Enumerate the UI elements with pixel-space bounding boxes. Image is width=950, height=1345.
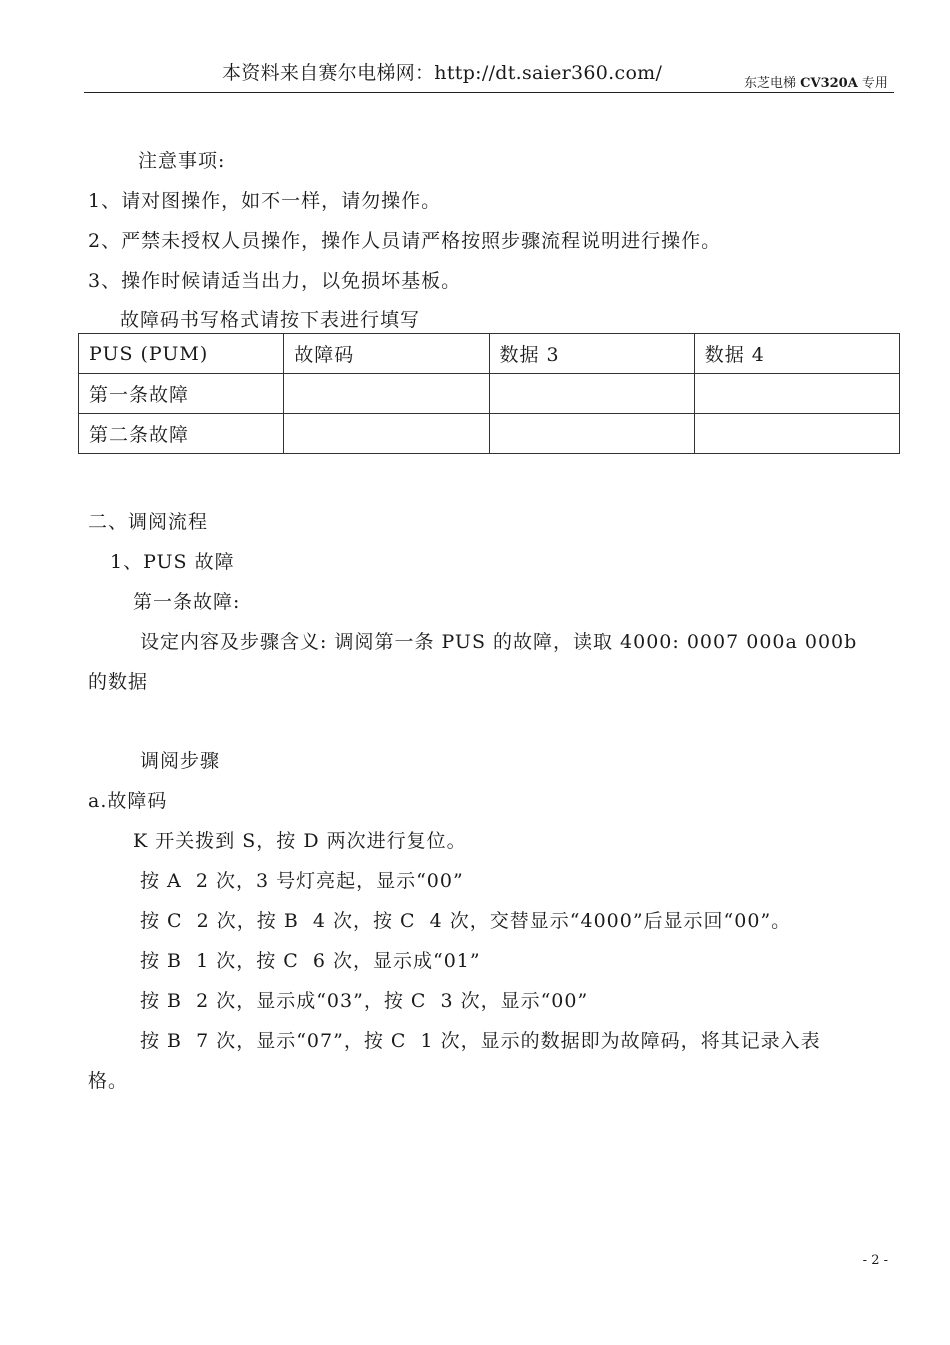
step-line: 按 C 2 次，按 B 4 次，按 C 4 次，交替显示“4000”后显示回“00”。 [140, 910, 792, 932]
table-header-cell: 故障码 [284, 334, 489, 374]
steps-title: 调阅步骤 [140, 750, 221, 772]
step-line: 按 B 2 次，显示成“03”，按 C 3 次，显示“00” [140, 990, 589, 1012]
table-row-label: 第一条故障 [79, 374, 284, 414]
header-source-text: 本资料来自赛尔电梯网：http://dt.saier360.com/ [222, 62, 663, 84]
table-caption: 故障码书写格式请按下表进行填写 [120, 309, 421, 331]
step-line: K 开关拨到 S，按 D 两次进行复位。 [133, 830, 467, 852]
table-header-cell: 数据 4 [694, 334, 899, 374]
table-cell [489, 414, 694, 454]
step-line: 按 B 7 次，显示“07”，按 C 1 次，显示的数据即为故障码，将其记录入表 [140, 1030, 821, 1052]
fault-heading: 第一条故障: [133, 591, 241, 613]
table-cell [694, 374, 899, 414]
step-line-cont: 格。 [88, 1070, 129, 1092]
table-row [79, 414, 900, 454]
table-header-cell: 数据 3 [489, 334, 694, 374]
header-tag-suffix: 专用 [857, 76, 888, 91]
header-tag-prefix: 东芝电梯 [744, 76, 801, 91]
section-title: 二、调阅流程 [88, 511, 209, 533]
header-model-tag [744, 72, 888, 91]
table-row-label: 第二条故障 [79, 414, 284, 454]
step-line: 按 B 1 次，按 C 6 次，显示成“01” [140, 950, 481, 972]
notes-item-1: 1、请对图操作，如不一样，请勿操作。 [88, 190, 442, 212]
table-cell [694, 414, 899, 454]
notes-item-2: 2、严禁未授权人员操作，操作人员请严格按照步骤流程说明进行操作。 [88, 230, 722, 252]
table-row [79, 374, 900, 414]
table-cell [489, 374, 694, 414]
setting-description-cont: 的数据 [88, 671, 149, 693]
table-header-row [79, 334, 900, 374]
notes-title: 注意事项: [138, 150, 226, 172]
header-rule [84, 92, 894, 93]
setting-description: 设定内容及步骤含义: 调阅第一条 PUS 的故障，读取 4000: 0007 000a 000b [140, 631, 858, 653]
subsection-pus: 1、PUS 故障 [110, 551, 235, 573]
fault-record-table [78, 333, 900, 454]
page-number: - 2 - [862, 1253, 888, 1268]
step-a-heading: a.故障码 [88, 790, 168, 812]
table-cell [284, 374, 489, 414]
step-line: 按 A 2 次，3 号灯亮起，显示“00” [140, 870, 464, 892]
notes-item-3: 3、操作时候请适当出力，以免损坏基板。 [88, 270, 462, 292]
table-header-cell: PUS (PUM) [79, 334, 284, 374]
header-tag-model: CV320A [800, 76, 858, 91]
table-cell [284, 414, 489, 454]
